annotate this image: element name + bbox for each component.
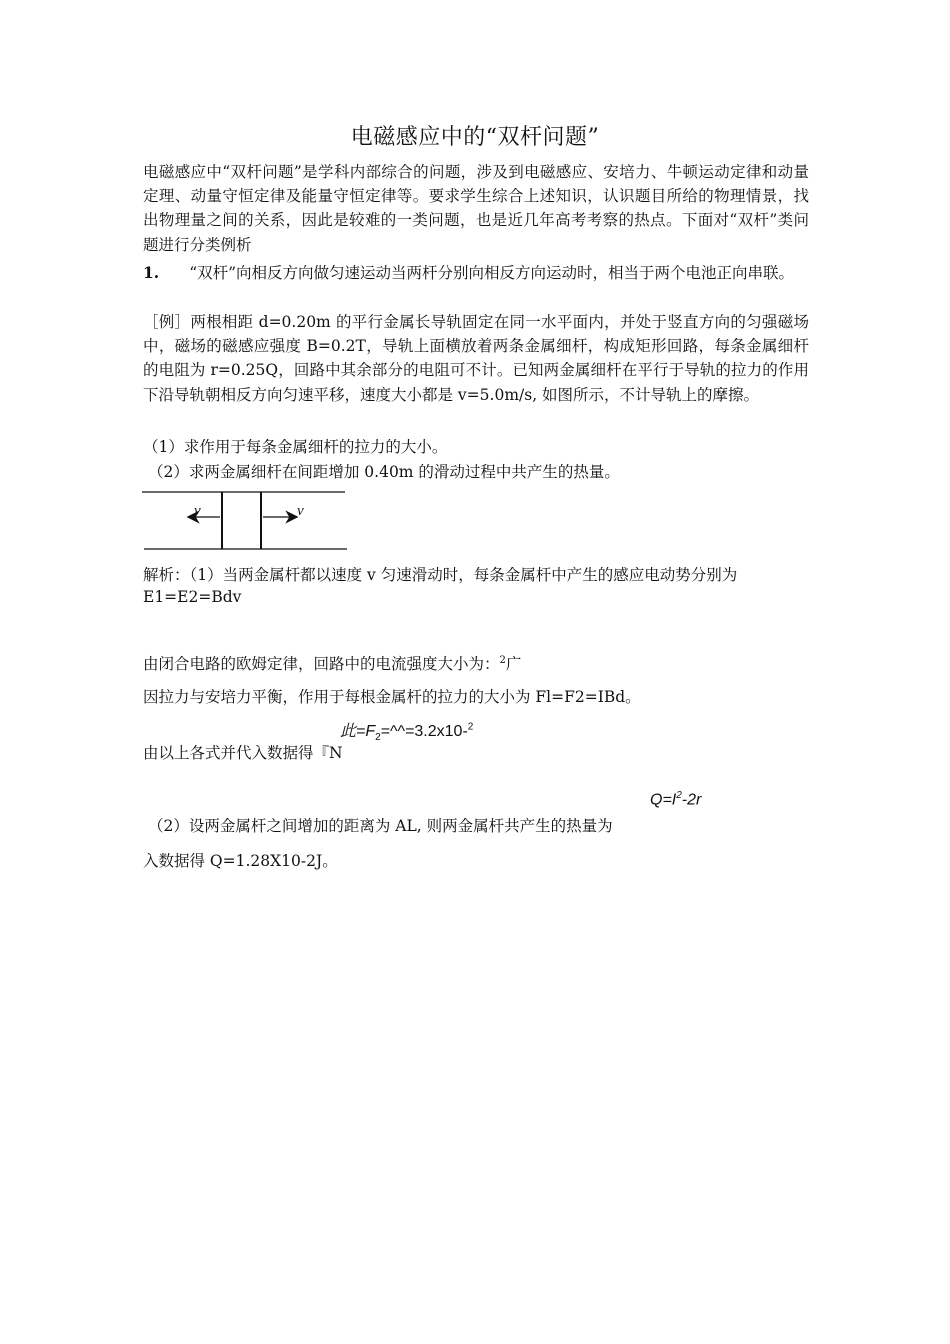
heat-formula-main: Q=I bbox=[650, 791, 677, 809]
left-arrow bbox=[188, 512, 220, 522]
formula-subscript: 2 bbox=[375, 732, 381, 744]
formula-rest: =^^=3.2x10- bbox=[380, 723, 468, 740]
left-velocity-label: v bbox=[194, 503, 201, 519]
right-arrow bbox=[263, 512, 297, 522]
question-1: （1）求作用于每条金属细杆的拉力的大小。 bbox=[143, 438, 448, 456]
heat-formula-tail: -2r bbox=[681, 791, 702, 809]
ohm-law-line bbox=[143, 652, 521, 674]
section-1-number: 1. bbox=[143, 263, 160, 282]
heat-formula-superscript: 2 bbox=[676, 790, 682, 801]
part-2-line: （2）设两金属杆之间增加的距离为 AL, 则两金属杆共产生的热量为 bbox=[148, 817, 613, 835]
right-velocity-label: v bbox=[297, 503, 304, 519]
ohm-law-superscript: 2 bbox=[499, 655, 506, 666]
formula-superscript: 2 bbox=[467, 721, 474, 733]
ohm-law-text: 由闭合电路的欧姆定律，回路中的电流强度大小为： bbox=[143, 655, 500, 673]
force-line: 因拉力与安培力平衡，作用于每根金属杆的拉力的大小为 Fl=F2=IBd。 bbox=[143, 688, 641, 706]
ohm-law-tail: 广 bbox=[505, 655, 522, 673]
analysis-line-2: E1=E2=Bdv bbox=[143, 588, 242, 606]
section-1-text: “双杆”向相反方向做匀速运动当两杆分别向相反方向运动时，相当于两个电池正向串联。 bbox=[189, 264, 795, 282]
result-line: 入数据得 Q=1.28X10-2J。 bbox=[143, 852, 338, 870]
rails-figure bbox=[140, 486, 360, 558]
question-2: （2）求两金属细杆在间距增加 0.40m 的滑动过程中共产生的热量。 bbox=[148, 463, 620, 481]
analysis-line-1: 解析：（1）当两金属杆都以速度 v 匀速滑动时，每条金属杆中产生的感应电动势分别为 bbox=[143, 566, 738, 584]
document-title: 电磁感应中的“双杆问题” bbox=[350, 125, 600, 150]
example-paragraph: ［例］两根相距 d=0.20m 的平行金属长导轨固定在同一水平面内，并处于竖直方向的匀强磁场中，磁场的磁感应强度 B=0.2T，导轨上面横放着两条金属细杆，构成矩形回路，每条金属细杆的电阻为 r=0.25Q，回路中其余部分的电阻可不计。已知两金属细杆在平行于导轨的拉力的作用下沿导轨朝相反方向匀速平移，速度大小都是 v=5.0m/s, 如图所示，不计导轨上的摩擦。 bbox=[143, 313, 809, 404]
section-1-paragraph bbox=[143, 261, 809, 285]
formula-prefix: 此= bbox=[340, 723, 366, 740]
force-formula bbox=[340, 718, 473, 743]
intro-paragraph: 电磁感应中“双杆问题”是学科内部综合的问题，涉及到电磁感应、安培力、牛顿运动定律和动量定理、动量守恒定律及能量守恒定律等。要求学生综合上述知识，认识题目所给的物理情景，找出物理量之间的关系，因此是较难的一类问题，也是近几年高考考察的热点。下面对“双杆”类问题进行分类例析 bbox=[143, 163, 809, 254]
substitute-line: 由以上各式并代入数据得『N bbox=[143, 744, 343, 762]
formula-f: F bbox=[365, 723, 376, 740]
heat-formula bbox=[650, 790, 701, 809]
